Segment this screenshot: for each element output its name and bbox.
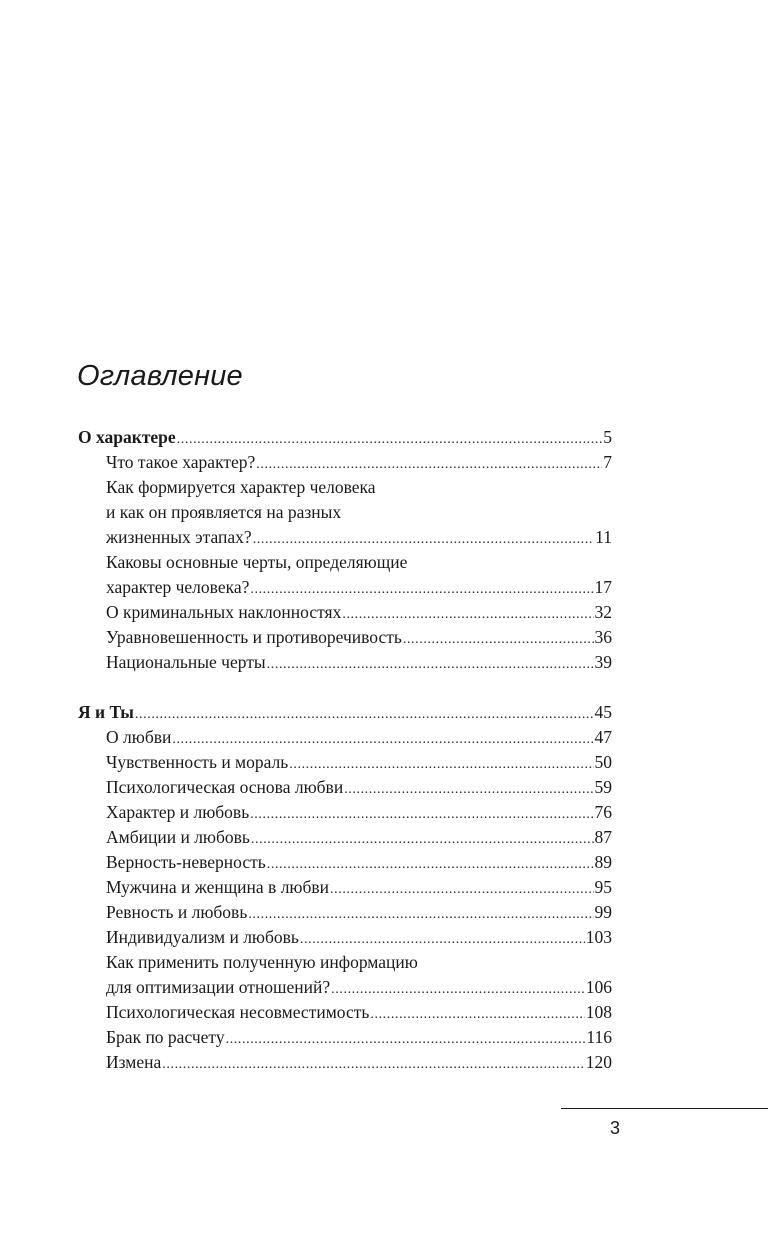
footer-rule xyxy=(561,1108,768,1109)
toc-page-number: 116 xyxy=(586,1027,612,1047)
toc-entry-line xyxy=(78,900,612,925)
toc-entry-line xyxy=(78,575,612,600)
dot-leader xyxy=(300,927,585,952)
toc-entry-text: Мужчина и женщина в любви xyxy=(106,877,330,897)
toc-entry-text: Психологическая несовместимость xyxy=(106,1002,370,1022)
toc-entry-line xyxy=(78,925,612,950)
toc-page-number: 32 xyxy=(594,602,612,622)
toc-page-number: 99 xyxy=(594,902,612,922)
toc-section-heading[interactable] xyxy=(78,425,612,450)
dot-leader xyxy=(403,627,594,652)
toc-entry-text: Характер и любовь xyxy=(106,802,250,822)
dot-leader xyxy=(250,577,593,602)
toc-entry-text: Уравновешенность и противоречивость xyxy=(106,627,402,647)
toc-page-number: 103 xyxy=(585,927,612,947)
dot-leader xyxy=(289,752,593,777)
toc-page-number: 17 xyxy=(594,577,612,597)
toc-page-number: 39 xyxy=(594,652,612,672)
toc-entry-text: Верность-неверность xyxy=(106,852,266,872)
toc-page-number: 108 xyxy=(585,1002,612,1022)
toc-page-number: 50 xyxy=(594,752,612,772)
toc-page-number: 120 xyxy=(585,1052,612,1072)
toc-page-number: 36 xyxy=(594,627,612,647)
toc-page-number: 59 xyxy=(594,777,612,797)
toc-entry-line xyxy=(78,950,612,975)
toc-page-number: 87 xyxy=(594,827,612,847)
toc-entry[interactable] xyxy=(78,475,612,550)
dot-leader xyxy=(342,602,593,627)
toc-entry-text: Чувственность и мораль xyxy=(106,752,289,772)
toc-entry-line xyxy=(78,600,612,625)
toc-entry-text: Измена xyxy=(106,1052,162,1072)
toc-page-number: 5 xyxy=(603,427,612,447)
dot-leader xyxy=(250,802,593,827)
toc-entry-text: О криминальных наклонностях xyxy=(106,602,342,622)
toc-entry-line xyxy=(78,750,612,775)
dot-leader xyxy=(248,902,593,927)
dot-leader xyxy=(226,1027,586,1052)
toc-entry[interactable] xyxy=(78,900,612,925)
toc-entry-text: Амбиции и любовь xyxy=(106,827,250,847)
toc-page-number: 7 xyxy=(603,452,612,472)
toc-section xyxy=(78,425,612,675)
toc-entry-text: характер человека? xyxy=(106,577,250,597)
table-of-contents xyxy=(78,425,612,1100)
toc-entry[interactable] xyxy=(78,1050,612,1075)
dot-leader xyxy=(135,702,594,727)
toc-entry-line xyxy=(78,825,612,850)
toc-entry-line xyxy=(78,525,612,550)
toc-entry[interactable] xyxy=(78,550,612,600)
dot-leader xyxy=(162,1052,584,1077)
toc-entry-line xyxy=(78,800,612,825)
dot-leader xyxy=(370,1002,584,1027)
toc-entry[interactable] xyxy=(78,825,612,850)
toc-entry-text: О любви xyxy=(106,727,172,747)
toc-entry-line xyxy=(78,875,612,900)
toc-entry-text: для оптимизации отношений? xyxy=(106,977,331,997)
toc-entry[interactable] xyxy=(78,950,612,1000)
page-number: 3 xyxy=(609,1118,620,1138)
toc-entry[interactable] xyxy=(78,725,612,750)
toc-entry-text: Национальные черты xyxy=(106,652,266,672)
dot-leader xyxy=(177,427,603,452)
toc-page-number: 76 xyxy=(594,802,612,822)
toc-entry-line xyxy=(78,450,612,475)
toc-entry-line xyxy=(78,625,612,650)
toc-entry[interactable] xyxy=(78,800,612,825)
toc-entry-line xyxy=(78,1050,612,1075)
toc-entry-text: Как применить полученную информацию xyxy=(106,952,418,972)
toc-entry-line xyxy=(78,500,612,525)
toc-entry[interactable] xyxy=(78,1025,612,1050)
toc-entry[interactable] xyxy=(78,625,612,650)
toc-entry-text: и как он проявляется на разных xyxy=(106,502,342,522)
dot-leader xyxy=(256,452,602,477)
toc-section-title: О характере xyxy=(78,427,176,447)
toc-entry-text: жизненных этапах? xyxy=(106,527,252,547)
dot-leader xyxy=(172,727,593,752)
toc-page-number: 47 xyxy=(594,727,612,747)
toc-entry-line xyxy=(78,650,612,675)
dot-leader xyxy=(251,827,594,852)
toc-entry-text: Как формируется характер человека xyxy=(106,477,376,497)
toc-entry-text: Ревность и любовь xyxy=(106,902,248,922)
toc-section-title: Я и Ты xyxy=(78,702,134,722)
toc-entry[interactable] xyxy=(78,775,612,800)
toc-entry-line xyxy=(78,850,612,875)
toc-entry-line xyxy=(78,475,612,500)
toc-entry-line xyxy=(78,1025,612,1050)
dot-leader xyxy=(267,652,594,677)
toc-entry[interactable] xyxy=(78,875,612,900)
toc-page-number: 11 xyxy=(595,527,612,547)
toc-page-number: 106 xyxy=(585,977,612,997)
toc-entry-line xyxy=(78,775,612,800)
toc-entry[interactable] xyxy=(78,450,612,475)
toc-page-number: 89 xyxy=(594,852,612,872)
toc-entry-text: Что такое характер? xyxy=(106,452,256,472)
toc-entry-line xyxy=(78,550,612,575)
toc-entry[interactable] xyxy=(78,600,612,625)
toc-entry-text: Индивидуализм и любовь xyxy=(106,927,299,947)
toc-entry-text: Психологическая основа любви xyxy=(106,777,344,797)
dot-leader xyxy=(331,977,585,1002)
toc-entry-text: Каковы основные черты, определяющие xyxy=(106,552,408,572)
toc-entry[interactable] xyxy=(78,925,612,950)
dot-leader xyxy=(330,877,593,902)
toc-section xyxy=(78,700,612,1075)
toc-section-heading[interactable] xyxy=(78,700,612,725)
toc-entry-line xyxy=(78,725,612,750)
toc-page-number: 95 xyxy=(594,877,612,897)
toc-entry[interactable] xyxy=(78,850,612,875)
page-title: Оглавление xyxy=(77,360,243,392)
toc-entry-text: Брак по расчету xyxy=(106,1027,225,1047)
toc-entry[interactable] xyxy=(78,750,612,775)
dot-leader xyxy=(344,777,593,802)
dot-leader xyxy=(253,527,594,552)
toc-page-number: 45 xyxy=(594,702,612,722)
toc-entry-line xyxy=(78,1000,612,1025)
toc-entry[interactable] xyxy=(78,650,612,675)
dot-leader xyxy=(267,852,594,877)
toc-entry[interactable] xyxy=(78,1000,612,1025)
toc-entry-line xyxy=(78,975,612,1000)
